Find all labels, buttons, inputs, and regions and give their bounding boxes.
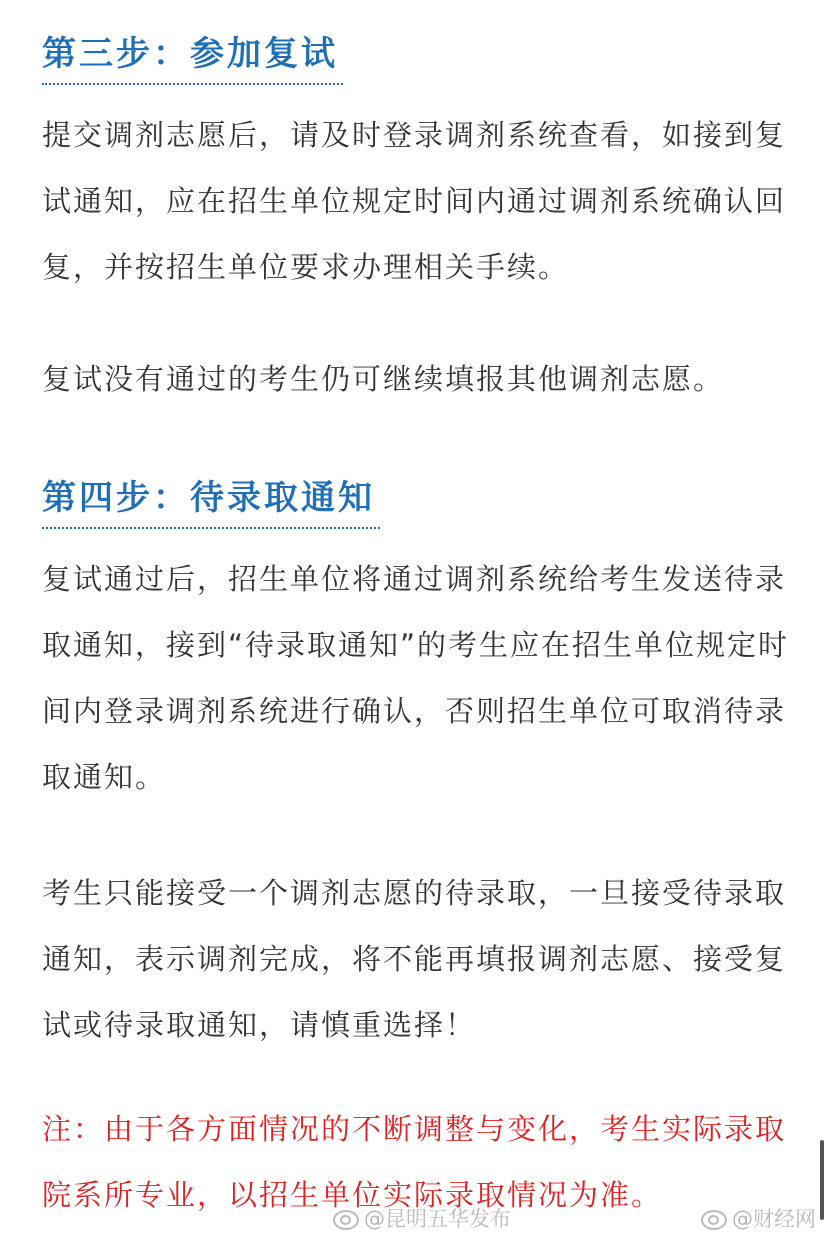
section-heading-step-3: 第三步：参加复试 xyxy=(42,26,343,85)
weibo-icon xyxy=(332,1207,360,1229)
scrollbar[interactable] xyxy=(820,1140,824,1220)
watermark-kunming-wuhua xyxy=(332,1203,511,1233)
step-3-paragraph-2: 复试没有通过的考生仍可继续填报其他调剂志愿。 xyxy=(42,362,725,396)
watermark-right-text: @财经网 xyxy=(732,1207,816,1231)
note-text: 注：由于各方面情况的不断调整与变化，考生实际录取院系所专业，以招生单位实际录取情况为准。 xyxy=(42,1112,787,1212)
step-3-paragraph-1: 提交调剂志愿后，请及时登录调剂系统查看，如接到复试通知，应在招生单位规定时间内通过调剂系统确认回复，并按招生单位要求办理相关手续。 xyxy=(42,118,787,284)
step-4-paragraph-1: 复试通过后，招生单位将通过调剂系统给考生发送待录取通知，接到“待录取通知”的考生应在招生单位规定时间内登录调剂系统进行确认，否则招生单位可取消待录取通知。 xyxy=(42,562,790,794)
step-4-paragraph-2: 考生只能接受一个调剂志愿的待录取，一旦接受待录取通知，表示调剂完成，将不能再填报调剂志愿、接受复试或待录取通知，请慎重选择！ xyxy=(42,876,787,1042)
section-heading-step-4: 第四步：待录取通知 xyxy=(42,470,380,529)
watermark-caijing xyxy=(700,1203,816,1233)
weibo-icon xyxy=(700,1207,728,1229)
watermark-left-text: @昆明五华发布 xyxy=(364,1207,511,1231)
